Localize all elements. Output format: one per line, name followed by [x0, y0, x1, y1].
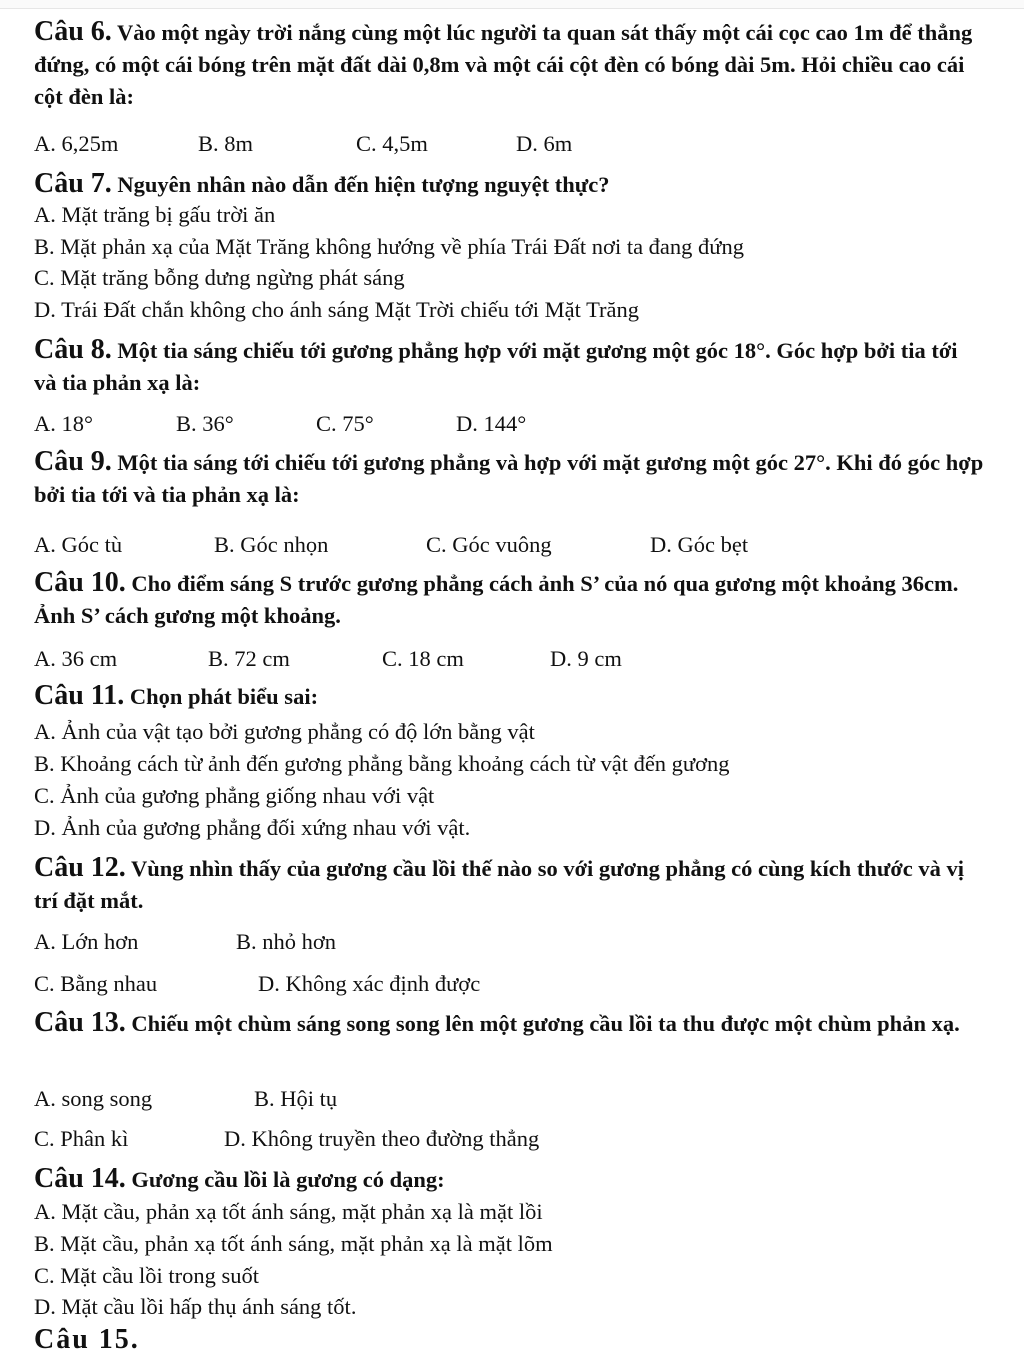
- question-13-option-d: D. Không truyền theo đường thẳng: [224, 1126, 540, 1151]
- question-9-option-c: C. Góc vuông: [426, 532, 552, 557]
- question-8-option-a: A. 18°: [34, 411, 93, 436]
- question-6-text: Vào một ngày trời nắng cùng một lúc người ta quan sát thấy một cái cọc cao 1m để thẳng đứng, có một cái bóng trên mặt đất dài 0,8m và một cái cột đèn có bóng dài 5m. Hỏi chiều cao cái cột đèn là:: [34, 20, 973, 109]
- question-13-option-c: C. Phân kì: [34, 1126, 129, 1151]
- question-10-option-c: C. 18 cm: [382, 646, 464, 671]
- question-12-option-b: B. nhỏ hơn: [236, 929, 337, 954]
- question-6-stem: [34, 16, 984, 113]
- question-8-option-d: D. 144°: [456, 411, 527, 436]
- question-10-text: Cho điểm sáng S trước gương phẳng cách ảnh S’ của nó qua gương một khoảng 36cm. Ảnh S’ cách gương một khoảng.: [34, 571, 959, 628]
- question-14-option-d: D. Mặt cầu lồi hấp thụ ánh sáng tốt.: [34, 1294, 357, 1319]
- question-12-number: Câu 12.: [34, 852, 126, 883]
- question-10-option-b: B. 72 cm: [208, 646, 290, 671]
- question-9-number: Câu 9.: [34, 446, 112, 477]
- question-9-text: Một tia sáng tới chiếu tới gương phẳng và hợp với mặt gương một góc 27°. Khi đó góc hợp bởi tia tới và tia phản xạ là:: [34, 450, 984, 507]
- question-8-number: Câu 8.: [34, 334, 112, 365]
- question-14-option-c: C. Mặt cầu lồi trong suốt: [34, 1263, 259, 1288]
- question-14-option-a: A. Mặt cầu, phản xạ tốt ánh sáng, mặt phản xạ là mặt lồi: [34, 1199, 543, 1224]
- question-14-stem: [34, 1163, 984, 1196]
- question-12-option-c: C. Bằng nhau: [34, 971, 158, 996]
- question-14-number: Câu 14.: [34, 1163, 126, 1194]
- question-13-text: Chiếu một chùm sáng song song lên một gương cầu lồi ta thu được một chùm phản xạ.: [131, 1011, 960, 1036]
- question-7-option-c: C. Mặt trăng bỗng dưng ngừng phát sáng: [34, 265, 405, 290]
- question-6-number: Câu 6.: [34, 16, 112, 47]
- question-12-text: Vùng nhìn thấy của gương cầu lồi thế nào so với gương phẳng có cùng kích thước và vị trí đặt mắt.: [34, 856, 965, 913]
- question-12-stem: [34, 852, 984, 917]
- question-7-number: Câu 7.: [34, 168, 112, 199]
- question-8-text: Một tia sáng chiếu tới gương phẳng hợp với mặt gương một góc 18°. Góc hợp bởi tia tới và tia phản xạ là:: [34, 338, 958, 395]
- question-13-option-a: A. song song: [34, 1086, 153, 1111]
- cut-off-next-question: [34, 1322, 1014, 1352]
- question-8-option-c: C. 75°: [316, 411, 374, 436]
- question-9-option-b: B. Góc nhọn: [214, 532, 329, 557]
- question-13-number: Câu 13.: [34, 1007, 126, 1038]
- top-border: [0, 0, 1024, 9]
- question-9-stem: [34, 446, 984, 511]
- question-9-option-d: D. Góc bẹt: [650, 532, 749, 557]
- question-6-option-d: D. 6m: [516, 131, 573, 156]
- question-11-option-a: A. Ảnh của vật tạo bởi gương phẳng có độ lớn bằng vật: [34, 719, 535, 744]
- question-7-text: Nguyên nhân nào dẫn đến hiện tượng nguyệt thực?: [117, 172, 610, 197]
- question-14-option-b: B. Mặt cầu, phản xạ tốt ánh sáng, mặt phản xạ là mặt lõm: [34, 1231, 553, 1256]
- cut-off-text: Câu 15.: [34, 1324, 140, 1352]
- question-11-stem: [34, 680, 984, 713]
- question-7-option-d: D. Trái Đất chắn không cho ánh sáng Mặt Trời chiếu tới Mặt Trăng: [34, 297, 640, 322]
- question-13-stem: [34, 1007, 984, 1040]
- question-10-number: Câu 10.: [34, 567, 126, 598]
- question-6-option-a: A. 6,25m: [34, 131, 119, 156]
- question-12-option-d: D. Không xác định được: [258, 971, 481, 996]
- question-9-option-a: A. Góc tù: [34, 532, 123, 557]
- question-13-option-b: B. Hội tụ: [254, 1086, 338, 1111]
- question-11-option-d: D. Ảnh của gương phẳng đối xứng nhau với vật.: [34, 815, 471, 840]
- question-12-option-a: A. Lớn hơn: [34, 929, 139, 954]
- question-7-option-a: A. Mặt trăng bị gấu trời ăn: [34, 202, 276, 227]
- question-10-stem: [34, 567, 984, 632]
- question-11-number: Câu 11.: [34, 680, 125, 711]
- question-11-option-c: C. Ảnh của gương phẳng giống nhau với vật: [34, 783, 435, 808]
- question-6-option-b: B. 8m: [198, 131, 254, 156]
- question-14-text: Gương cầu lồi là gương có dạng:: [131, 1167, 445, 1192]
- question-6-option-c: C. 4,5m: [356, 131, 428, 156]
- question-11-text: Chọn phát biểu sai:: [129, 684, 319, 709]
- question-10-option-d: D. 9 cm: [550, 646, 622, 671]
- question-8-option-b: B. 36°: [176, 411, 234, 436]
- question-10-option-a: A. 36 cm: [34, 646, 118, 671]
- question-7-stem: [34, 168, 984, 201]
- question-11-option-b: B. Khoảng cách từ ảnh đến gương phẳng bằng khoảng cách từ vật đến gương: [34, 751, 730, 776]
- question-8-stem: [34, 334, 984, 399]
- question-7-option-b: B. Mặt phản xạ của Mặt Trăng không hướng về phía Trái Đất nơi ta đang đứng: [34, 234, 744, 259]
